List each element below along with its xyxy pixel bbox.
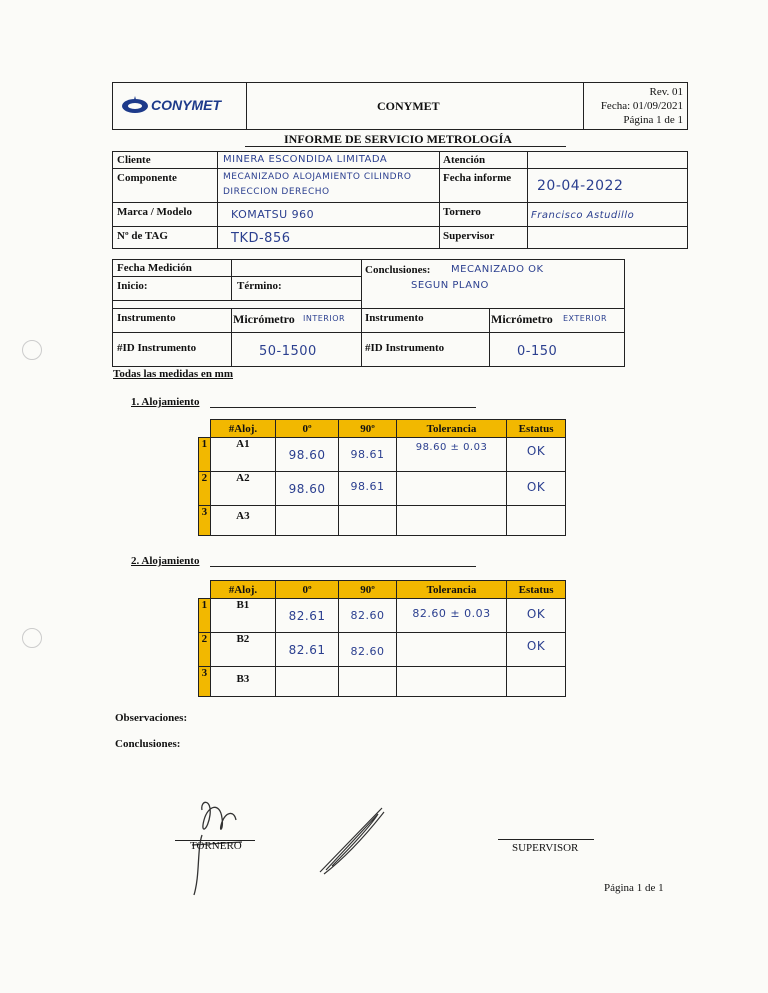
table-row: 1 A1 98.60 98.61 98.60 ± 0.03 OK: [199, 438, 566, 472]
company-name: CONYMET: [377, 99, 440, 113]
logo: [113, 83, 247, 129]
s1-h-0: 0º: [276, 420, 339, 438]
observaciones-label: Observaciones:: [115, 712, 188, 724]
section1-title: 1. Alojamiento: [131, 396, 200, 408]
fecha-medicion-label: Fecha Medición: [117, 262, 192, 274]
page-title: INFORME DE SERVICIO METROLOGÍA: [284, 132, 512, 146]
id-label-2: #ID Instrumento: [365, 342, 445, 354]
table-row: 3 B3: [199, 667, 566, 697]
conclusiones-value-2: SEGUN PLANO: [411, 280, 489, 291]
section2-table: [198, 580, 566, 697]
supervisor-label: Supervisor: [443, 230, 495, 242]
tornero-value: Francisco Astudillo: [531, 210, 635, 221]
s2-h-tol: Tolerancia: [396, 581, 506, 599]
marca-label: Marca / Modelo: [117, 206, 192, 218]
instrumento-label-2: Instrumento: [365, 312, 424, 324]
s2-h-status: Estatus: [507, 581, 566, 599]
cliente-value: MINERA ESCONDIDA LIMITADA: [223, 154, 388, 165]
s1-h-status: Estatus: [507, 420, 566, 438]
s1-h-aloj: #Aloj.: [210, 420, 275, 438]
conclusiones-label: Conclusiones:: [365, 264, 431, 276]
title-line: [245, 146, 566, 147]
id-value-1: 50-1500: [259, 344, 317, 359]
table-row: 2 B2 82.61 82.60 OK: [199, 633, 566, 667]
logo-text: CONYMET: [151, 97, 221, 113]
pagina-text: Página 1 de 1: [623, 114, 683, 126]
conclusiones-value-1: MECANIZADO OK: [451, 264, 544, 275]
supervisor-signature-icon: [312, 800, 392, 880]
section1-table: [198, 419, 566, 536]
table-row: 3 A3: [199, 506, 566, 536]
termino-label: Término:: [237, 280, 282, 292]
s2-h-90: 90º: [339, 581, 397, 599]
header-box: [112, 82, 688, 130]
id-label-1: #ID Instrumento: [117, 342, 197, 354]
rev-text: Rev. 01: [649, 86, 683, 98]
s2-h-0: 0º: [276, 581, 339, 599]
conclusiones-footer-label: Conclusiones:: [115, 738, 181, 750]
fecha-informe-value: 20-04-2022: [537, 178, 624, 194]
atencion-label: Atención: [443, 154, 486, 166]
s1-h-tol: Tolerancia: [396, 420, 506, 438]
supervisor-caption: SUPERVISOR: [512, 842, 579, 854]
tag-value: TKD-856: [231, 231, 291, 246]
componente-value-1: MECANIZADO ALOJAMIENTO CILINDRO: [223, 172, 412, 182]
medicion-table: [112, 259, 625, 367]
id-value-2: 0-150: [517, 344, 558, 359]
tornero-label: Tornero: [443, 206, 481, 218]
table-row: 1 B1 82.61 82.60 82.60 ± 0.03 OK: [199, 599, 566, 633]
cliente-label: Cliente: [117, 154, 151, 166]
s2-h-aloj: #Aloj.: [210, 581, 275, 599]
section2-title: 2. Alojamiento: [131, 555, 200, 567]
micrometro-label-1: Micrómetro: [233, 312, 295, 326]
s1-h-90: 90º: [339, 420, 397, 438]
todas-medidas: Todas las medidas en mm: [113, 368, 234, 380]
inicio-label: Inicio:: [117, 280, 148, 292]
fecha-informe-label: Fecha informe: [443, 172, 512, 184]
punch-hole: [22, 628, 42, 648]
micrometro-label-2: Micrómetro: [491, 312, 553, 326]
footer-pagina: Página 1 de 1: [604, 882, 664, 894]
supervisor-line: [498, 839, 594, 840]
micrometro-int: INTERIOR: [303, 314, 346, 323]
fecha-text: Fecha: 01/09/2021: [600, 100, 683, 112]
micrometro-ext: EXTERIOR: [563, 314, 608, 323]
marca-value: KOMATSU 960: [231, 208, 315, 221]
componente-value-2: DIRECCION DERECHO: [223, 187, 330, 197]
info-table: [112, 151, 688, 249]
table-row: 2 A2 98.60 98.61 OK: [199, 472, 566, 506]
tornero-caption: TORNERO: [190, 840, 242, 852]
rev-block: [583, 83, 687, 129]
componente-label: Componente: [117, 172, 177, 184]
punch-hole: [22, 340, 42, 360]
instrumento-label-1: Instrumento: [117, 312, 176, 324]
conymet-logo-icon: [121, 95, 149, 115]
tag-label: Nº de TAG: [117, 230, 168, 242]
